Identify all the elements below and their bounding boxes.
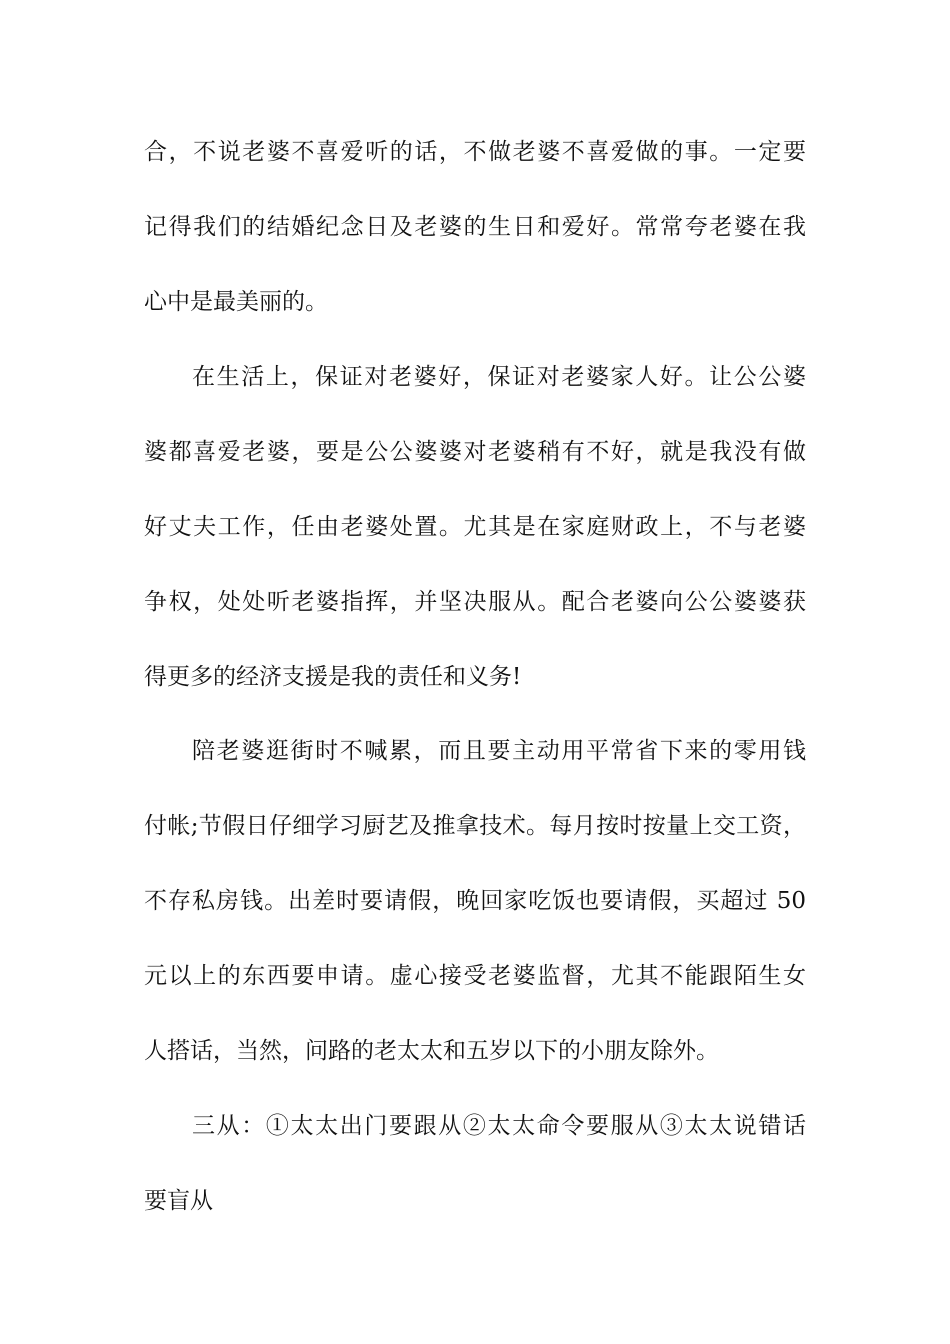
text-line: 合，不说老婆不喜爱听的话，不做老婆不喜爱做的事。一定要: [144, 139, 806, 165]
text-line: 争权，处处听老婆指挥，并坚决服从。配合老婆向公公婆婆获: [144, 589, 806, 615]
text-line: 陪老婆逛街时不喊累，而且要主动用平常省下来的零用钱: [192, 738, 806, 764]
text-line: 三从：①太太出门要跟从②太太命令要服从③太太说错话: [192, 1113, 806, 1139]
text-line: 人搭话，当然，问路的老太太和五岁以下的小朋友除外。: [144, 1038, 719, 1064]
text-line: 记得我们的结婚纪念日及老婆的生日和爱好。常常夸老婆在我: [144, 214, 806, 240]
text-line: 元以上的东西要申请。虚心接受老婆监督，尤其不能跟陌生女: [144, 963, 806, 989]
text-line: 心中是最美丽的。: [144, 289, 328, 315]
text-line: 付帐;节假日仔细学习厨艺及推拿技术。每月按时按量上交工资，: [144, 813, 806, 839]
text-line: 要盲从: [144, 1188, 213, 1214]
text-line: 在生活上，保证对老婆好，保证对老婆家人好。让公公婆: [192, 364, 806, 390]
text-line: 不存私房钱。出差时要请假，晚回家吃饭也要请假，买超过 50: [144, 888, 806, 914]
text-line: 得更多的经济支援是我的责任和义务!: [144, 664, 522, 690]
text-line: 好丈夫工作，任由老婆处置。尤其是在家庭财政上，不与老婆: [144, 514, 806, 540]
text-line: 婆都喜爱老婆，要是公公婆婆对老婆稍有不好，就是我没有做: [144, 439, 806, 465]
